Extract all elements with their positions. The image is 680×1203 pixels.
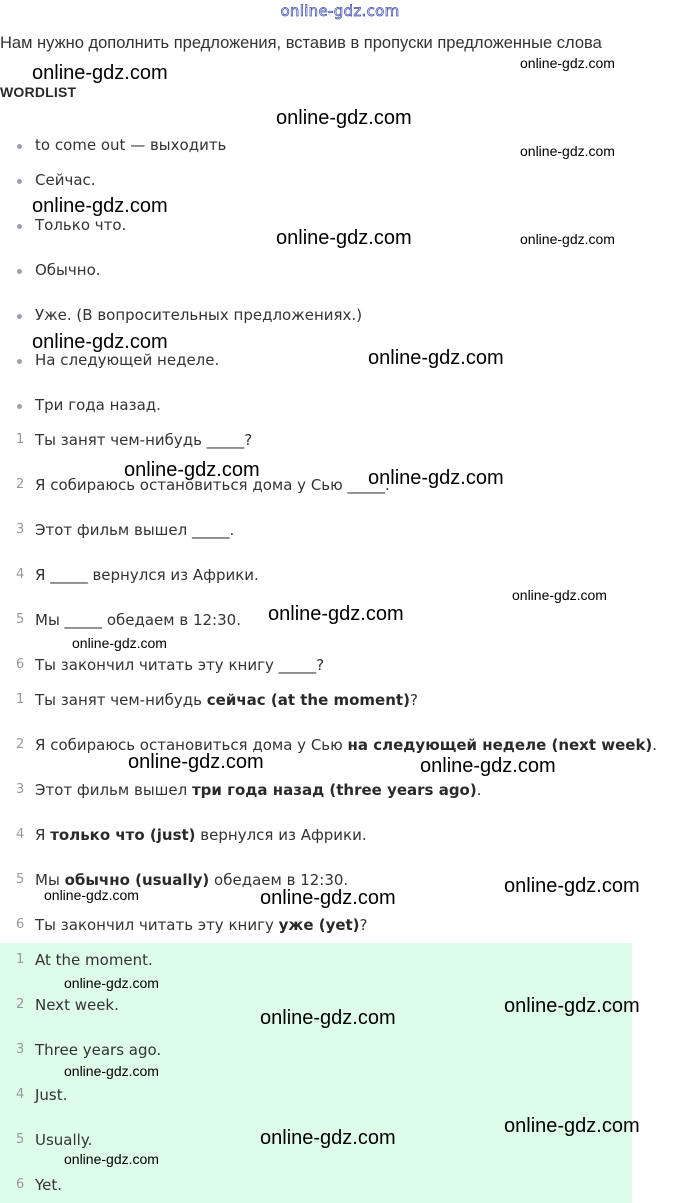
watermark: online-gdz.com [504, 995, 640, 1017]
exercise-item: 2 Я собираюсь остановиться дома у Сью _____. [16, 476, 390, 494]
watermark: online-gdz.com [32, 195, 168, 217]
watermark: online-gdz.com [504, 1115, 640, 1137]
site-logo: online-gdz.com [280, 2, 400, 20]
list-item: Обычно. [0, 261, 680, 283]
watermark: online-gdz.com [64, 1063, 159, 1079]
watermark: online-gdz.com [276, 227, 412, 249]
watermark: online-gdz.com [128, 751, 264, 773]
wordlist-heading: WORDLIST [0, 84, 77, 100]
watermark: online-gdz.com [420, 755, 556, 777]
watermark: online-gdz.com [260, 1127, 396, 1149]
list-item: Сейчас. [0, 171, 680, 193]
solution-item: 5 Мы обычно (usually) обедаем в 12:30. [16, 871, 349, 889]
bullet-icon [17, 179, 22, 184]
watermark: online-gdz.com [368, 347, 504, 369]
watermark: online-gdz.com [268, 603, 404, 625]
bullet-icon [17, 314, 22, 319]
watermark: online-gdz.com [64, 1151, 159, 1167]
answer-item: 1 At the moment. [16, 951, 153, 969]
solution-item: 3 Этот фильм вышел три года назад (three years ago). [16, 781, 482, 799]
exercise-item: 6 Ты закончил читать эту книгу _____? [16, 656, 325, 674]
answer-item: 4 Just. [16, 1086, 68, 1104]
solution-item: 4 Я только что (just) вернулся из Африки. [16, 826, 367, 844]
exercise-item: 4 Я _____ вернулся из Африки. [16, 566, 259, 584]
watermark: online-gdz.com [260, 1007, 396, 1029]
bullet-icon [17, 269, 22, 274]
watermark: online-gdz.com [32, 331, 168, 353]
list-item: На следующей неделе. [0, 351, 680, 373]
watermark: online-gdz.com [276, 107, 412, 129]
watermark: online-gdz.com [32, 62, 168, 84]
list-item: to come out — выходить [0, 136, 680, 158]
bullet-icon [17, 404, 22, 409]
answer-item: 3 Three years ago. [16, 1041, 162, 1059]
exercise-item: 3 Этот фильм вышел _____. [16, 521, 235, 539]
answer-item: 5 Usually. [16, 1131, 93, 1149]
watermark: online-gdz.com [520, 231, 615, 247]
solution-item: 2 Я собираюсь остановиться дома у Сью на следующей неделе (next week). [16, 736, 658, 754]
bullet-icon [17, 359, 22, 364]
list-item: Только что. [0, 216, 680, 238]
list-item: Три года назад. [0, 396, 680, 418]
watermark: online-gdz.com [260, 887, 396, 909]
watermark: online-gdz.com [520, 55, 615, 71]
watermark: online-gdz.com [368, 467, 504, 489]
exercise-item: 5 Мы _____ обедаем в 12:30. [16, 611, 241, 629]
watermark: online-gdz.com [64, 975, 159, 991]
answer-item: 6 Yet. [16, 1176, 63, 1194]
watermark: online-gdz.com [72, 635, 167, 651]
intro-text: Нам нужно дополнить предложения, вставив в пропуски предложенные слова [0, 34, 602, 52]
list-item: Уже. (В вопросительных предложениях.) [0, 306, 680, 328]
solution-item: 1 Ты занят чем-нибудь сейчас (at the moment)? [16, 691, 418, 709]
watermark: online-gdz.com [512, 587, 607, 603]
watermark: online-gdz.com [124, 459, 260, 481]
watermark: online-gdz.com [520, 143, 615, 159]
solution-item: 6 Ты закончил читать эту книгу уже (yet)? [16, 916, 368, 934]
bullet-icon [17, 144, 22, 149]
answer-item: 2 Next week. [16, 996, 119, 1014]
exercise-item: 1 Ты занят чем-нибудь _____? [16, 431, 253, 449]
bullet-icon [17, 224, 22, 229]
watermark: online-gdz.com [504, 875, 640, 897]
watermark: online-gdz.com [44, 887, 139, 903]
